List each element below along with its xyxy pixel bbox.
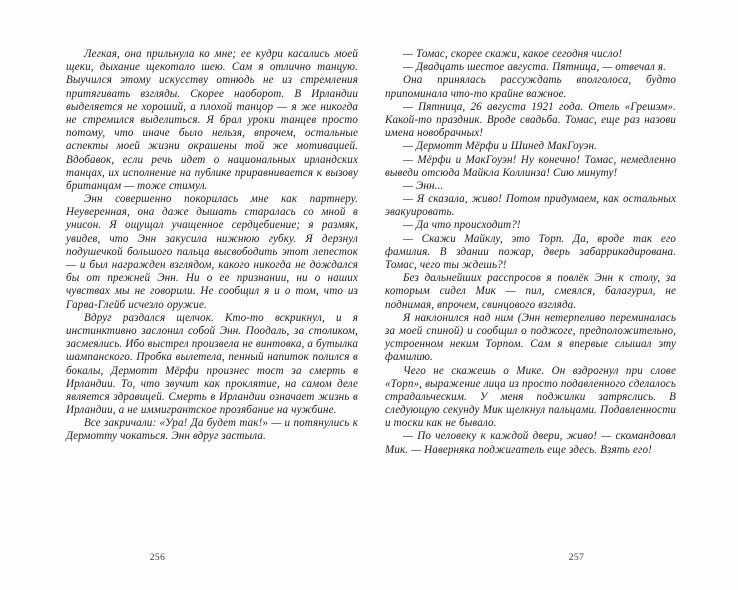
paragraph: Я наклонился над ним (Энн нетерпеливо переминалась за моей спиной) и сообщил о поджоге, предположительно, устроенном неким Торпом. Сам я впервые слышал эту фамилию.: [385, 311, 676, 364]
page-left-text-column: [66, 48, 358, 444]
paragraph: — Пятница, 26 августа 1921 года. Отель «Грешэм». Какой-то праздник. Вроде свадьба. Томас, еще раз назови имена новобрачных!: [385, 100, 676, 140]
page-right-text-column: [385, 48, 676, 457]
paragraph: Вдруг раздался щелчок. Кто-то вскрикнул, и я инстинктивно заслонил собой Энн. Поодаль, за столиком, засмеялись. Ибо выстрел произвела не винтовка, а бутылка шампанского. Пробка вылетела, пенный напиток полился в бокалы, Дермотт Мёрфи произнес тост за смерть в Ирландии. То, что звучит как проклятие, на самом деле является здравицей. Смерть в Ирландии означает жизнь в Ирландии, а не иммигрантское прозябание на чужбине.: [66, 311, 358, 417]
paragraph: Она принялась рассуждать вполголоса, будто припоминала что-то крайне важное.: [385, 74, 676, 100]
page-number-left: 256: [149, 552, 166, 563]
page-number-right: 257: [568, 552, 585, 563]
paragraph: Легкая, она прильнула ко мне; ее кудри касались моей щеки, дыхание щекотало шею. Сам я отлично танцую. Выучился этому искусству отнюдь не из стремления притягивать взгляды. Скорее наоборот. В Ирландии выделяется не хороший, а плохой танцор — я же никогда не стремился выделиться. Я брал уроки танцев просто потому, что иначе было нельзя, впрочем, остальные аспекты моей жизни окрашены той же мотивацией. Вдобавок, если речь идет о национальных ирландских танцах, их исполнение на публике приравнивается к вызову британцам — тоже стимул.: [66, 48, 358, 192]
paragraph: — Двадцать шестое августа. Пятница, — отвечал я.: [403, 61, 667, 74]
paragraph: — Мёрфи и МакГоуэн! Ну конечно! Томас, немедленно выведи отсюда Майкла Коллинза! Сию минуту!: [385, 153, 676, 179]
paragraph: — Дермотт Мёрфи и Шинед МакГоуэн.: [403, 140, 597, 153]
paragraph: — Да что происходит?!: [403, 219, 521, 232]
paragraph: Все закричали: «Ура! Да будет так!» — и потянулись к Дермотту чокаться. Энн вдруг застыла.: [66, 417, 358, 443]
paragraph: — Энн...: [403, 179, 444, 192]
paragraph: — Томас, скорее скажи, какое сегодня число!: [403, 48, 623, 60]
paragraph: Чего не скажешь о Мике. Он вздрогнул при слове «Торп», выражение лица из просто подавленного сделалось страдальческим. У меня поджилки затряслись. В следующую секунду Мик щелкнул пальцами. Подавленности и тоски как не бывало.: [385, 364, 676, 430]
paragraph: Без дальнейших расспросов я повлёк Энн к столу, за которым сидел Мик — пил, смеялся, балагурил, не поднимая, впрочем, свинцового взгляда.: [385, 272, 676, 311]
paragraph: — По человеку к каждой двери, живо! — скомандовал Мик. — Наверняка поджигатель еще здесь. Взять его!: [385, 430, 676, 456]
paragraph: — Я сказала, живо! Потом придумаем, как остальных эвакуировать.: [385, 193, 676, 219]
paragraph: — Скажи Майклу, это Торп. Да, вроде так его фамилия. В здании пожар, дверь забаррикадирована. Томас, чего ты ждешь?!: [385, 232, 676, 271]
paragraph: Энн совершенно покорилась мне как партнеру. Неуверенная, она даже дышать старалась со мной в унисон. Я ощущал учащенное сердцебиение; я размяк, увидев, что Энн закусила нижнюю губку. Я дерзнул подушечкой большого пальца высвободить этот лепесток — и был награжден взглядом, какого никогда не дождался бы от прежней Энн. Ни о ее признании, ни о наших чувствах мы не говорили. Не сообщил я и о том, что из Гарва-Глейб исчезло оружие.: [66, 193, 358, 311]
page-right: [369, 0, 738, 590]
